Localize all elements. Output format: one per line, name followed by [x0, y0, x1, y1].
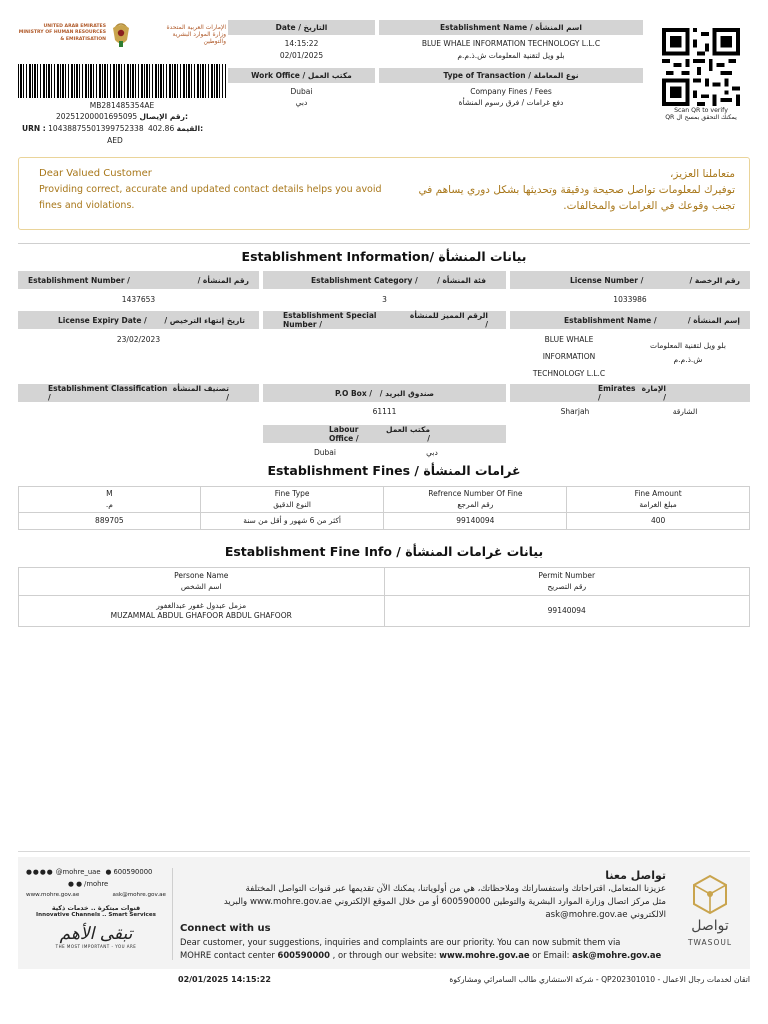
social-block	[26, 868, 166, 949]
fine-ref: 99140094	[384, 513, 567, 530]
license-expiry: 23/02/2023	[116, 335, 161, 344]
table-row	[19, 513, 750, 530]
ministry-ar-line-2: وزارة الموارد البشرية	[172, 31, 226, 38]
receipt-label: رقم الإيصال:	[139, 112, 188, 121]
social-handle: @mohre_uae	[55, 868, 101, 876]
special-number-header-ar: الرقم المميز للمنشأة /	[409, 311, 488, 329]
contact-center-number[interactable]: 600590000	[277, 950, 330, 960]
est-category-header-ar: فئة المنشأة /	[437, 275, 486, 285]
youtube-icon[interactable]: ● ●	[68, 880, 83, 888]
labour-office-header-en: Labour Office /	[329, 425, 359, 443]
special-number-header	[263, 311, 506, 329]
footer-email-small[interactable]: ask@mohre.gov.ae	[112, 892, 166, 898]
contact-ar-line-3: الالكتروني ask@mohre.gov.ae	[545, 910, 666, 920]
footer-vertical-divider	[172, 868, 173, 960]
person-name-ar: مزمل عبدول غفور عبدالغفور	[156, 600, 247, 610]
person-name-en: MUZAMMAL ABDUL GHAFOOR ABDUL GHAFOOR	[110, 611, 292, 620]
ministry-logo	[18, 20, 228, 56]
col-type-ar: النوع الدقيق	[273, 499, 311, 509]
labour-office-header	[263, 425, 506, 443]
license-number-header	[510, 271, 750, 289]
permit-header-en: Permit Number	[538, 571, 596, 581]
twasoul-en: TWASOUL	[687, 938, 733, 947]
tagline-ar: تبقى الأهم	[59, 924, 133, 944]
twasoul-logo	[678, 874, 742, 954]
amount-value: 402.86	[147, 124, 175, 133]
contact-en-2a: MOHRE contact center	[180, 950, 278, 960]
fine-info-title: Establishment Fine Info / بيانات غرامات المنشأة	[224, 544, 544, 559]
notice-en-greeting: Dear Valued Customer	[39, 168, 152, 179]
classification-header	[18, 384, 259, 402]
est-category-header	[263, 271, 506, 289]
emirates-header	[510, 384, 750, 402]
contact-title-en: Connect with us	[180, 923, 271, 934]
fine-amount: 400	[567, 513, 750, 530]
contact-ar-line-1: عزيزنا المتعامل، اقتراحاتك واستفساراتك وملاحظاتك، هي من أولوياتنا، يمكنك الآن تقديمها عبر قنوات التواصل المختلفة	[245, 884, 666, 894]
notice-ar-line-1: توفيرك لمعلومات تواصل صحيحة ودقيقة وتحديثها بشكل دوري يساهم في	[418, 184, 735, 196]
col-amount-en: Fine Amount	[634, 489, 682, 499]
notice-box	[18, 157, 750, 230]
work-office-header: Work Office / مكتب العمل	[228, 68, 375, 83]
twasoul-ar: تواصل	[691, 918, 729, 934]
fines-title: Establishment Fines / غرامات المنشأة	[267, 463, 521, 478]
contact-title-ar: تواصل معنا	[605, 869, 666, 882]
barcode-code: MB281485354AE	[89, 101, 155, 110]
license-expiry-header	[18, 311, 259, 329]
labour-office-ar: دبي	[426, 448, 438, 457]
social-icons[interactable]: ●●●●	[26, 868, 54, 876]
est-name-info-ar-2: ش.ذ.م.م	[673, 355, 703, 364]
ministry-ar-line-1: الإمارات العربية المتحدة	[166, 24, 226, 31]
col-m-en: M	[106, 489, 113, 499]
est-name-info-en-3: TECHNOLOGY L.L.C	[532, 369, 606, 378]
contact-email[interactable]: ask@mohre.gov.ae	[572, 950, 662, 960]
pobox: 61111	[372, 407, 397, 416]
est-name-info-ar-1: بلو ويل لتقنية المعلومات	[650, 341, 726, 350]
work-office-ar: دبي	[295, 98, 308, 107]
contact-website[interactable]: www.mohre.gov.ae	[439, 950, 530, 960]
qr-caption-en: Scan QR to verify	[674, 107, 728, 114]
col-ref-ar: رقم المرجع	[457, 499, 494, 509]
work-office-en: Dubai	[290, 87, 313, 96]
contact-ar-line-2: مثل مركز اتصال وزارة الموارد البشرية والتوطين 600590000 أو من خلال الموقع الإلكتروني www.mohre.gov.ae والبريد	[223, 897, 666, 907]
est-number-header-ar: رقم المنشأة /	[197, 275, 249, 285]
col-m-ar: م.	[105, 499, 113, 509]
license-number-header-ar: رقم الرخصة /	[689, 275, 740, 285]
footer-website-small[interactable]: www.mohre.gov.ae	[26, 892, 80, 898]
footer-divider	[18, 851, 750, 852]
est-number-header	[18, 271, 259, 289]
innov-ar: قنوات مبتكرة .. خدمات ذكية	[51, 904, 141, 912]
fine-info-table	[18, 567, 750, 627]
est-number: 1437653	[121, 295, 156, 304]
ministry-en-line-1: UNITED ARAB EMIRATES	[43, 24, 106, 29]
urn-value: 10438875501399752338	[48, 124, 144, 133]
innov-en: Innovative Channels .. Smart Services	[36, 912, 156, 918]
col-amount-ar: مبلغ الغرامة	[639, 499, 677, 509]
contact-en-2e: or Email:	[529, 950, 573, 960]
mohre-handle: /mohre	[84, 880, 109, 888]
fine-type: أكثر من 6 شهور و أقل من سنة	[200, 513, 384, 530]
meta-time: 14:15:22	[284, 39, 319, 48]
receipt-value: 20251200001695095	[56, 112, 138, 121]
emirates-ar: الشارقة	[672, 407, 698, 416]
amount-label: القيمة:	[176, 124, 204, 133]
date-header: Date / التاريخ	[228, 20, 375, 35]
fine-info-header-row	[19, 568, 750, 596]
labour-office-en: Dubai	[314, 448, 336, 457]
est-name-en: BLUE WHALE INFORMATION TECHNOLOGY L.L.C	[421, 39, 601, 48]
amount-currency: AED	[107, 136, 123, 145]
col-ref-en: Refrence Number Of Fine	[428, 489, 523, 499]
pobox-header-en: P.O Box /	[335, 388, 373, 398]
est-number-header-en: Establishment Number /	[28, 275, 130, 285]
emirates-en: Sharjah	[560, 407, 590, 416]
notice-ar-line-2: تجنب وقوعك في الغرامات والمخالفات.	[563, 200, 735, 212]
est-category: 3	[382, 295, 387, 304]
est-name-info-header-ar: إسم المنشأة /	[687, 315, 740, 325]
fines-header-row	[19, 487, 750, 513]
permit-header-ar: رقم التصريح	[547, 581, 587, 591]
footer-phone: 600590000	[113, 868, 153, 876]
person-header-en: Persone Name	[174, 571, 229, 581]
urn-label: URN :	[22, 124, 46, 133]
emirates-header-ar: الإمارة /	[641, 384, 666, 402]
est-category-header-en: Establishment Category /	[311, 275, 418, 285]
license-number-header-en: License Number /	[570, 275, 644, 285]
contact-ar-block	[178, 868, 666, 922]
permit-number: 99140094	[384, 596, 750, 627]
ministry-en-line-2: MINISTRY OF HUMAN RESOURCES	[18, 30, 106, 36]
labour-office-header-ar: مكتب العمل /	[386, 425, 430, 443]
bottom-timestamp: 02/01/2025 14:15:22	[178, 975, 271, 984]
emirates-header-en: Emirates /	[598, 384, 636, 402]
est-name-info-en-1: BLUE WHALE	[544, 335, 594, 344]
table-row	[19, 596, 750, 627]
phone-icon: ●	[105, 868, 112, 876]
ministry-ar-line-3: والتوطين	[203, 38, 226, 45]
uae-emblem-icon	[110, 20, 132, 50]
contact-en-line-1: Dear customer, your suggestions, inquiries and complaints are our priority. You can now submit them via	[180, 937, 621, 947]
contact-en-block	[180, 922, 666, 962]
meta-date: 02/01/2025	[279, 51, 324, 60]
license-expiry-header-ar: تاريخ إنتهاء الترخيص /	[164, 315, 245, 325]
pobox-header	[263, 384, 506, 402]
pobox-header-ar: صندوق البريد /	[379, 388, 434, 398]
special-number-header-en: Establishment Special Number /	[283, 311, 377, 329]
classification-header-en: Establishment Classification /	[48, 384, 168, 402]
est-name-ar: بلو ويل لتقنية المعلومات ش.ذ.م.م	[457, 51, 565, 60]
fines-table	[18, 486, 750, 530]
notice-en-line-1: Providing correct, accurate and updated contact details helps you avoid	[39, 184, 382, 195]
est-name-header: Establishment Name / اسم المنشأة	[379, 20, 643, 35]
ministry-en-line-3: & EMIRATISATION	[60, 36, 106, 42]
est-name-info-header	[510, 311, 750, 329]
est-name-info-en-2: INFORMATION	[542, 352, 596, 361]
person-header-ar: اسم الشخص	[180, 581, 222, 591]
fine-m: 889705	[19, 513, 201, 530]
classification-header-ar: تصنيف المنشأة /	[172, 384, 229, 402]
transaction-ar: دفع غرامات / فرق رسوم المنشأة	[458, 98, 564, 107]
notice-ar-greeting: متعاملنا العزيز،	[670, 168, 735, 180]
tagline-en: THE MOST IMPORTANT - YOU ARE	[55, 944, 137, 949]
qr-caption-ar: يمكنك التحقق بمسح ال QR	[665, 114, 737, 121]
col-type-en: Fine Type	[274, 489, 310, 499]
bottom-right-text: اتقان لخدمات رجال الاعمال - QP202301010 - شركة الاستشاري طالب السامرائي ومشاركوة	[449, 975, 750, 984]
qr-code[interactable]	[661, 28, 741, 106]
notice-en-line-2: fines and violations.	[39, 200, 135, 211]
est-name-info-header-en: Establishment Name /	[564, 315, 657, 325]
twasoul-cube-icon	[690, 874, 730, 916]
license-number: 1033986	[613, 295, 647, 304]
license-expiry-header-en: License Expiry Date /	[58, 315, 147, 325]
barcode	[18, 64, 226, 98]
contact-en-2c: , or through our website:	[329, 950, 440, 960]
transaction-en: Company Fines / Fees	[470, 87, 552, 96]
transaction-header: Type of Transaction / نوع المعاملة	[379, 68, 643, 83]
est-info-title: Establishment Information/ بيانات المنشأة	[241, 249, 527, 264]
